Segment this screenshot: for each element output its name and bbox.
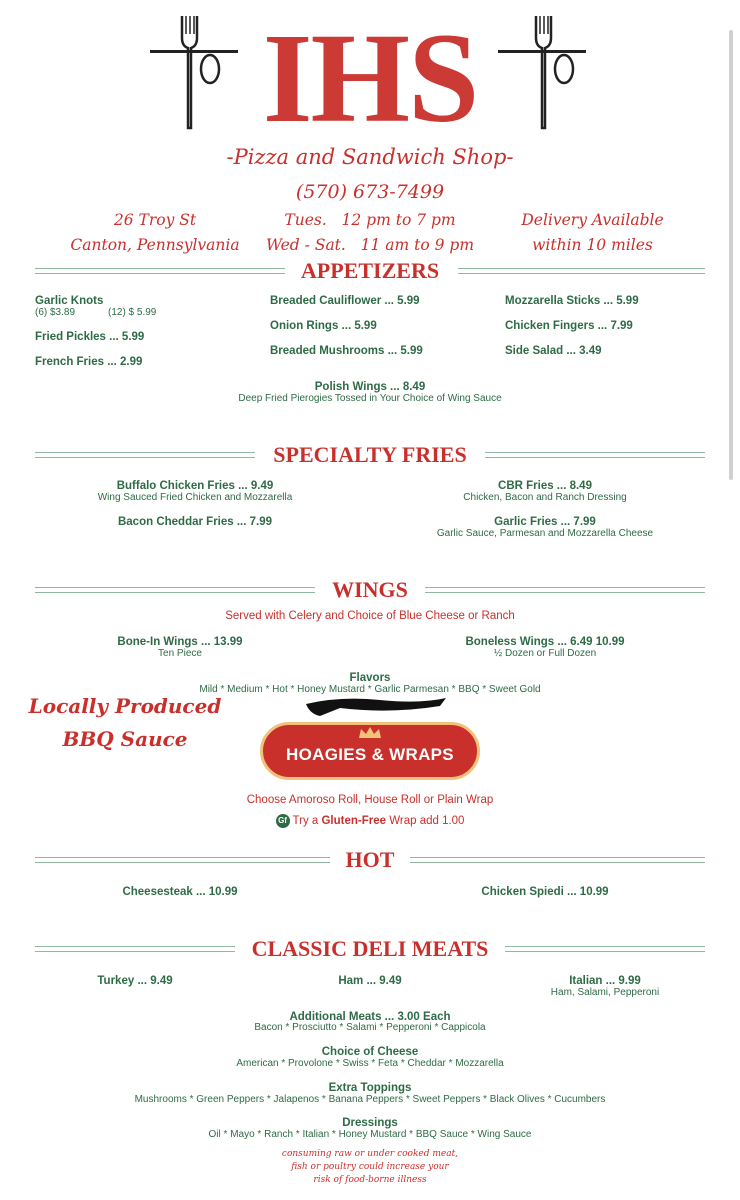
bacon-cheddar-fries: Bacon Cheddar Fries ... 7.99	[117, 516, 273, 528]
gluten-free-icon: Gf	[276, 814, 290, 828]
bone-in-wings: Bone-In Wings ... 13.99	[117, 636, 243, 648]
delivery-line-2: within 10 miles	[532, 236, 653, 254]
wings-rule-right	[425, 587, 705, 593]
cbr-fries: CBR Fries ... 8.49	[498, 480, 592, 492]
chicken-fingers: Chicken Fingers ... 7.99	[505, 320, 633, 332]
warning-line-3: risk of food-borne illness	[313, 1175, 427, 1185]
garlic-fries-desc: Garlic Sauce, Parmesan and Mozzarella Cheese	[436, 528, 654, 539]
italian: Italian ... 9.99	[569, 975, 641, 987]
gf-bold: Gluten-Free	[321, 815, 387, 828]
bbq-note-line-1: Locally Produced	[28, 694, 222, 718]
chicken-spiedi: Chicken Spiedi ... 10.99	[481, 886, 609, 898]
address-block	[50, 208, 260, 258]
polish-wings: Polish Wings ... 8.49	[314, 381, 426, 393]
logo: IHS	[262, 7, 478, 149]
fries-rule-right	[485, 452, 705, 458]
hours-line-2: Wed - Sat. 11 am to 9 pm	[265, 236, 475, 254]
mozzarella-sticks: Mozzarella Sticks ... 5.99	[505, 295, 639, 307]
polish-wings-desc: Deep Fried Pierogies Tossed in Your Choice of Wing Sauce	[238, 393, 502, 404]
wings-title: WINGS	[332, 577, 408, 602]
appetizers-rule-right	[458, 268, 705, 274]
garlic-knots-6: (6) $3.89	[35, 307, 76, 318]
flavors-title: Flavors	[349, 672, 391, 684]
crown-icon	[357, 726, 383, 740]
hot-title: HOT	[345, 847, 395, 872]
flavors-list: Mild * Medium * Hot * Honey Mustard * Garlic Parmesan * BBQ * Sweet Gold	[199, 684, 541, 695]
french-fries: French Fries ... 2.99	[35, 356, 143, 368]
hoagies-choose: Choose Amoroso Roll, House Roll or Plain Wrap	[246, 794, 494, 806]
side-salad: Side Salad ... 3.49	[505, 345, 602, 357]
cheese-list: American * Provolone * Swiss * Feta * Cheddar * Mozzarella	[236, 1058, 504, 1069]
garlic-knots: Garlic Knots	[35, 295, 104, 307]
additional-meats-list: Bacon * Prosciutto * Salami * Pepperoni * Cappicola	[254, 1022, 486, 1033]
specialty-fries-title: SPECIALTY FRIES	[273, 442, 467, 467]
hoagies-title: HOAGIES & WRAPS	[286, 745, 454, 764]
gf-post: Wrap add 1.00	[386, 815, 465, 828]
appetizers-title: APPETIZERS	[300, 258, 440, 283]
ham: Ham ... 9.49	[338, 975, 402, 987]
toppings-title: Extra Toppings	[328, 1082, 412, 1094]
dressings-title: Dressings	[342, 1117, 398, 1129]
tagline: -Pizza and Sandwich Shop-	[226, 145, 514, 169]
phone-number[interactable]: (570) 673-7499	[295, 181, 445, 203]
bbq-note-line-2: BBQ Sauce	[62, 727, 188, 751]
italian-desc: Ham, Salami, Pepperoni	[550, 987, 660, 998]
address-line-1: 26 Troy St	[113, 211, 197, 229]
deli-title: CLASSIC DELI MEATS	[251, 936, 489, 961]
delivery-line-1: Delivery Available	[521, 211, 664, 229]
warning-line-2: fish or poultry could increase your	[291, 1162, 449, 1172]
bone-in-wings-desc: Ten Piece	[158, 648, 202, 659]
hours-block	[265, 208, 475, 258]
scrollbar[interactable]	[729, 30, 733, 480]
cheese-title: Choice of Cheese	[321, 1046, 419, 1058]
garlic-knots-12: (12) $ 5.99	[108, 307, 157, 318]
breaded-cauliflower: Breaded Cauliflower ... 5.99	[270, 295, 420, 307]
fried-pickles: Fried Pickles ... 5.99	[35, 331, 145, 343]
onion-rings: Onion Rings ... 5.99	[270, 320, 377, 332]
gluten-free-line	[0, 814, 740, 828]
deli-rule-right	[505, 946, 705, 952]
buffalo-chicken-fries: Buffalo Chicken Fries ... 9.49	[116, 480, 274, 492]
cheesesteak: Cheesesteak ... 10.99	[122, 886, 238, 898]
address-line-2: Canton, Pennsylvania	[70, 236, 240, 254]
breaded-mushrooms: Breaded Mushrooms ... 5.99	[270, 345, 423, 357]
cbr-fries-desc: Chicken, Bacon and Ranch Dressing	[463, 492, 627, 503]
dressings-list: Oil * Mayo * Ranch * Italian * Honey Mustard * BBQ Sauce * Wing Sauce	[208, 1129, 532, 1140]
toppings-list: Mushrooms * Green Peppers * Jalapenos * Banana Peppers * Sweet Peppers * Black Olives * Cucumbers	[134, 1094, 606, 1105]
delivery-block	[485, 208, 700, 258]
buffalo-chicken-fries-desc: Wing Sauced Fried Chicken and Mozzarella	[97, 492, 293, 503]
gf-pre: Try a	[292, 815, 322, 828]
warning-line-1: consuming raw or under cooked meat,	[281, 1149, 459, 1159]
redaction-scribble	[300, 694, 450, 720]
additional-meats-title: Additional Meats ... 3.00 Each	[289, 1011, 451, 1023]
turkey: Turkey ... 9.49	[97, 975, 173, 987]
boneless-wings: Boneless Wings ... 6.49 10.99	[465, 636, 625, 648]
garlic-fries: Garlic Fries ... 7.99	[494, 516, 596, 528]
food-warning	[0, 1148, 740, 1187]
hours-line-1: Tues. 12 pm to 7 pm	[284, 211, 456, 229]
wings-subtitle: Served with Celery and Choice of Blue Cheese or Ranch	[225, 610, 515, 622]
hot-rule-right	[410, 857, 705, 863]
boneless-wings-desc: ½ Dozen or Full Dozen	[493, 648, 597, 659]
